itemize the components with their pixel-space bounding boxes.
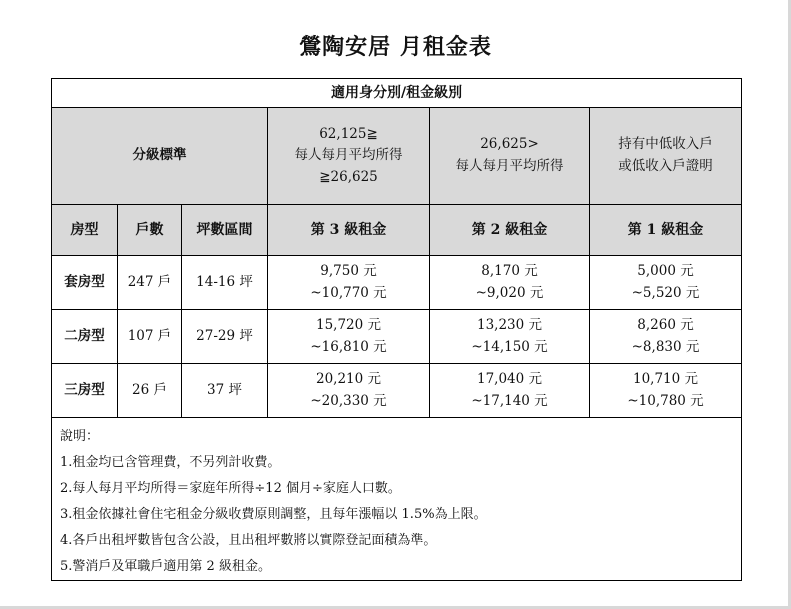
tier1-rent-cell <box>590 364 742 418</box>
room-type-cell: 三房型 <box>52 364 118 418</box>
rent-min: 15,720 元 <box>315 316 382 333</box>
note-item: 1.租金均已含管理費，不另列計收費。 <box>60 455 281 470</box>
room-type-cell: 套房型 <box>52 256 118 310</box>
tier3-criteria-cell <box>268 108 430 205</box>
rent-min: 10,710 元 <box>633 370 699 387</box>
rent-max: ~10,770 元 <box>310 284 387 301</box>
col-header-ping-range: 坪數區間 <box>182 205 268 256</box>
rent-table <box>51 78 742 581</box>
tier3-rent-cell <box>268 310 430 364</box>
rent-max: ~17,140 元 <box>471 392 548 409</box>
note-item: 4.各戶出租坪數皆包含公設，且出租坪數將以實際登記面積為準。 <box>60 533 437 548</box>
note-item: 2.每人每月平均所得＝家庭年所得÷12 個月÷家庭人口數。 <box>60 481 401 496</box>
tier2-criteria-line: 26,625> <box>480 136 539 153</box>
note-item: 5.警消戶及軍職戶適用第 2 級租金。 <box>60 559 271 574</box>
col-header-tier3: 第 3 級租金 <box>268 205 430 256</box>
tier2-rent-cell <box>430 364 590 418</box>
tier3-rent-cell <box>268 256 430 310</box>
tier2-criteria-cell <box>430 108 590 205</box>
rent-max: ~20,330 元 <box>310 392 387 409</box>
col-header-units: 戶數 <box>118 205 182 256</box>
tier3-criteria-line: ≧26,625 <box>319 168 378 185</box>
notes-cell <box>52 418 742 581</box>
note-item: 3.租金依據社會住宅租金分級收費原則調整，且每年漲幅以 1.5%為上限。 <box>60 507 487 522</box>
notes-row <box>52 418 742 581</box>
table-header-top-row <box>52 79 742 108</box>
tier3-criteria-line: 62,125≧ <box>319 125 378 142</box>
units-cell: 107 戶 <box>118 310 182 364</box>
rent-max: ~9,020 元 <box>475 284 544 301</box>
rent-min: 17,040 元 <box>476 370 543 387</box>
criteria-label-cell: 分級標準 <box>52 108 268 205</box>
tier1-criteria-cell <box>590 108 742 205</box>
units-cell: 26 戶 <box>118 364 182 418</box>
rent-max: ~16,810 元 <box>310 338 387 355</box>
rent-max: ~14,150 元 <box>471 338 548 355</box>
tier2-criteria-line: 每人每月平均所得 <box>455 158 564 174</box>
tier3-criteria-line: 每人每月平均所得 <box>294 147 403 164</box>
tier1-rent-cell <box>590 256 742 310</box>
criteria-row <box>52 108 742 205</box>
ping-cell: 37 坪 <box>182 364 268 418</box>
ping-cell: 27-29 坪 <box>182 310 268 364</box>
rent-max: ~5,520 元 <box>631 284 700 301</box>
table-row <box>52 256 742 310</box>
tier1-criteria-line: 持有中低收入戶 <box>618 136 713 153</box>
rent-max: ~8,830 元 <box>631 338 700 355</box>
rent-min: 9,750 元 <box>320 262 377 279</box>
notes-heading: 說明： <box>60 429 100 444</box>
tier3-rent-cell <box>268 364 430 418</box>
column-header-row <box>52 205 742 256</box>
rent-min: 8,170 元 <box>481 262 538 279</box>
table-row <box>52 310 742 364</box>
room-type-cell: 二房型 <box>52 310 118 364</box>
tier1-rent-cell <box>590 310 742 364</box>
rent-max: ~10,780 元 <box>627 392 704 409</box>
tier1-criteria-line: 或低收入戶證明 <box>618 158 713 174</box>
rent-min: 13,230 元 <box>476 316 543 333</box>
table-row <box>52 364 742 418</box>
rent-min: 5,000 元 <box>637 262 694 279</box>
col-header-tier2: 第 2 級租金 <box>430 205 590 256</box>
page-title: 鶯陶安居 月租金表 <box>299 34 492 60</box>
col-header-tier1: 第 1 級租金 <box>590 205 742 256</box>
header-top-cell: 適用身分別/租金級別 <box>52 79 742 108</box>
tier2-rent-cell <box>430 310 590 364</box>
ping-cell: 14-16 坪 <box>182 256 268 310</box>
rent-min: 8,260 元 <box>637 316 694 333</box>
rent-min: 20,210 元 <box>315 370 382 387</box>
col-header-room-type: 房型 <box>52 205 118 256</box>
units-cell: 247 戶 <box>118 256 182 310</box>
tier2-rent-cell <box>430 256 590 310</box>
